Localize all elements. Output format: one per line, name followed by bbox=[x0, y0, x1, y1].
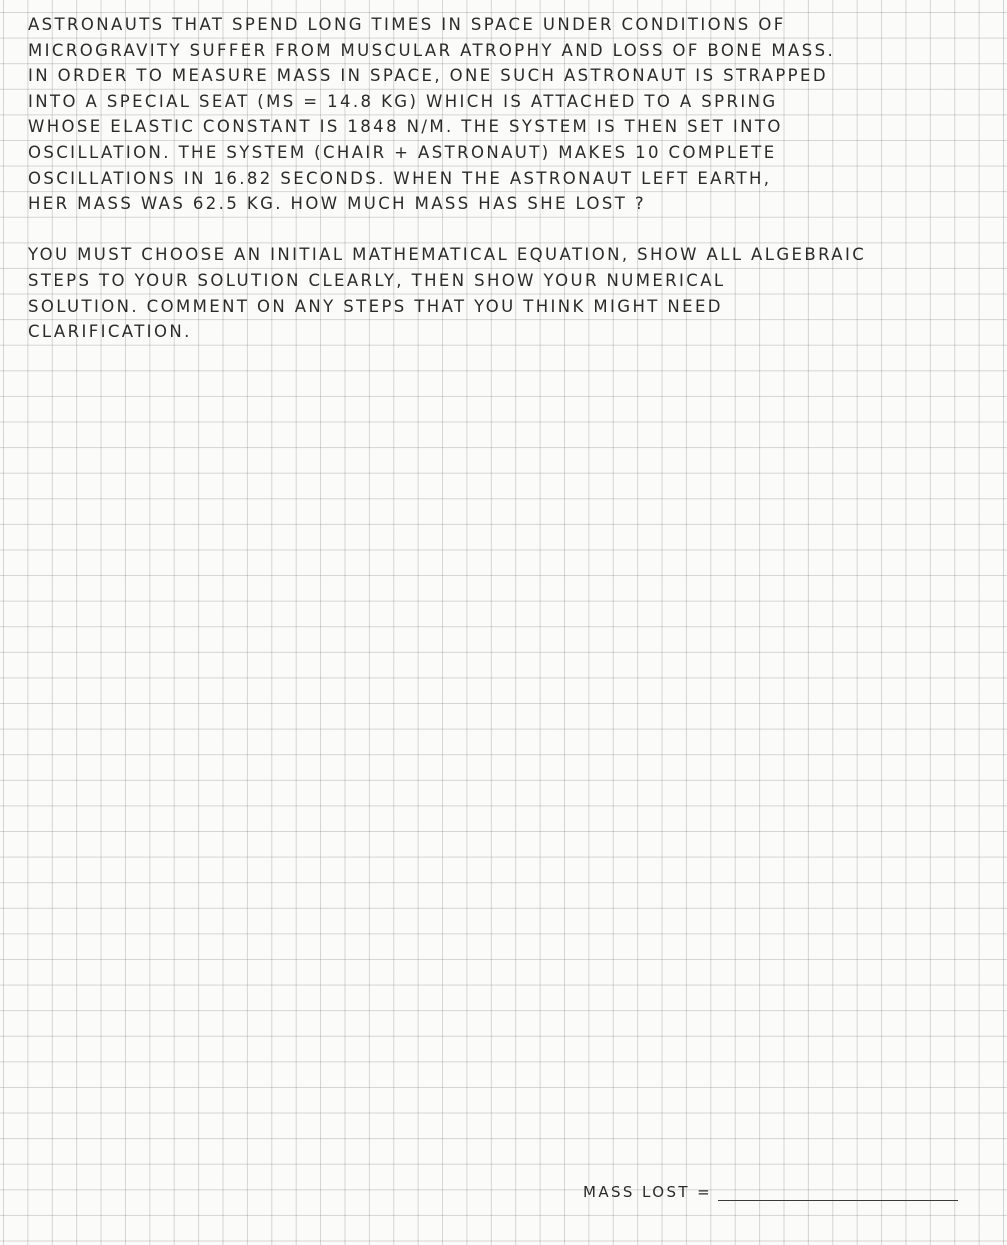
instruction-line: STEPS TO YOUR SOLUTION CLEARLY, THEN SHOW YOUR NUMERICAL bbox=[28, 271, 726, 290]
answer-row bbox=[583, 1182, 958, 1201]
problem-line: WHOSE ELASTIC CONSTANT IS 1848 N/M. THE SYSTEM IS THEN SET INTO bbox=[28, 117, 783, 137]
mass-lost-label: MASS LOST = bbox=[583, 1183, 713, 1201]
instruction-line: YOU MUST CHOOSE AN INITIAL MATHEMATICAL EQUATION, SHOW ALL ALGEBRAIC bbox=[28, 245, 867, 265]
instruction-line: SOLUTION. COMMENT ON ANY STEPS THAT YOU THINK MIGHT NEED bbox=[28, 296, 723, 316]
problem-line: ASTRONAUTS THAT SPEND LONG TIMES IN SPACE UNDER CONDITIONS OF bbox=[28, 15, 786, 34]
mass-lost-answer-blank[interactable] bbox=[718, 1182, 958, 1201]
instruction-line: CLARIFICATION. bbox=[28, 322, 192, 342]
problem-line: HER MASS WAS 62.5 KG. HOW MUCH MASS HAS SHE LOST ? bbox=[28, 194, 647, 214]
problem-line: IN ORDER TO MEASURE MASS IN SPACE, ONE SUCH ASTRONAUT IS STRAPPED bbox=[28, 66, 828, 86]
problem-line: INTO A SPECIAL SEAT (MS = 14.8 KG) WHICH IS ATTACHED TO A SPRING bbox=[28, 91, 778, 111]
problem-line: OSCILLATION. THE SYSTEM (CHAIR + ASTRONAUT) MAKES 10 COMPLETE bbox=[28, 143, 777, 162]
problem-line: OSCILLATIONS IN 16.82 SECONDS. WHEN THE ASTRONAUT LEFT EARTH, bbox=[28, 168, 772, 188]
problem-line: MICROGRAVITY SUFFER FROM MUSCULAR ATROPHY AND LOSS OF BONE MASS. bbox=[28, 40, 836, 60]
